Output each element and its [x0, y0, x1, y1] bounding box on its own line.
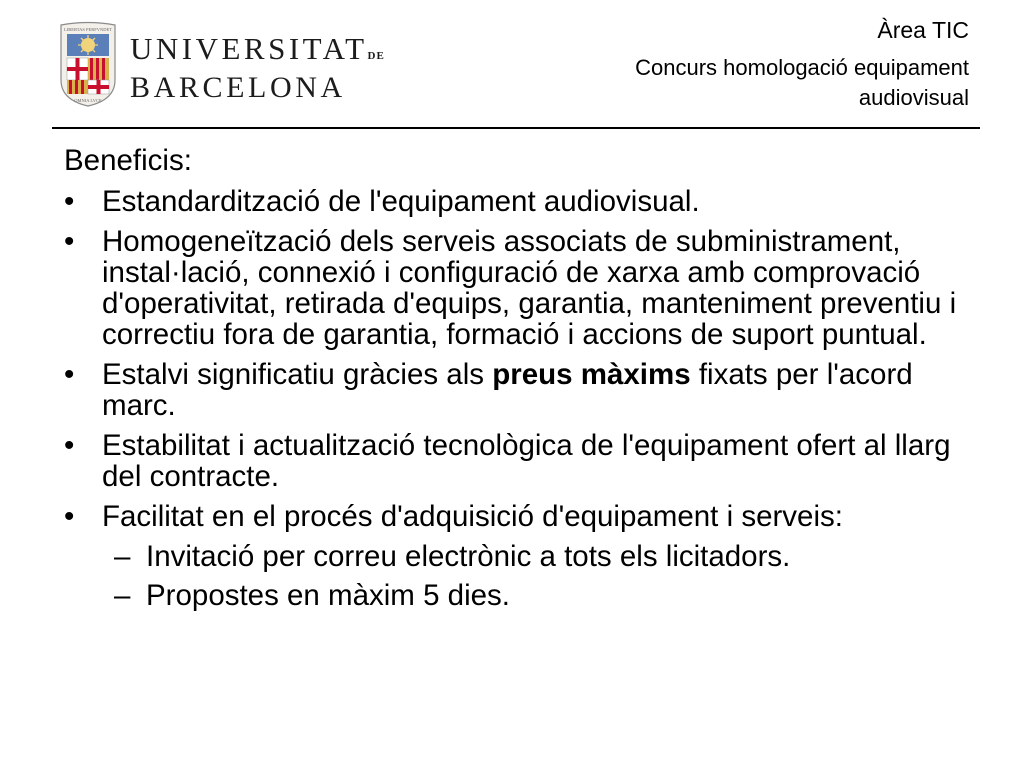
logo-line2: BARCELONA: [130, 71, 346, 104]
university-name: [130, 33, 385, 104]
sub-bullet-item: – Propostes en màxim 5 dies.: [64, 580, 984, 611]
slide-header: [635, 16, 969, 113]
svg-text:LIBERTAS PERFVNDET: LIBERTAS PERFVNDET: [64, 27, 112, 32]
area-title: Àrea TIC: [877, 17, 969, 43]
header-divider: [52, 127, 980, 129]
bullet-item: • Estabilitat i actualització tecnològica de l'equipament ofert al llarg del contracte.: [64, 430, 984, 492]
subtitle-line2: audiovisual: [858, 85, 969, 110]
subtitle-line1: Concurs homologació equipament: [635, 55, 969, 80]
sub-bullet-item: – Invitació per correu electrònic a tots els licitadors.: [64, 541, 984, 572]
bullet-text: Estalvi significatiu gràcies als: [102, 358, 493, 391]
university-seal-icon: [58, 20, 118, 108]
logo-universitat: UNIVERSITAT: [130, 31, 368, 66]
logo-line1: [130, 33, 385, 72]
bullet-text: fixats per l'acord marc.: [102, 358, 913, 422]
bullet-bold-text: preus màxims: [492, 358, 691, 391]
slide-body: [64, 145, 984, 619]
bullet-item: • Homogeneïtzació dels serveis associats de subministrament, instal·lació, connexió i configuració de xarxa amb comprovació d'operativitat, retirada d'equips, garantia, manteniment preventiu i correctiu fora de garantia, formació i accions de suport puntual.: [64, 226, 984, 350]
bullet-item: [64, 359, 984, 421]
logo-de: DE: [367, 50, 385, 62]
intro-text: Beneficis:: [64, 144, 192, 177]
svg-text:OMNIA LVCE: OMNIA LVCE: [74, 98, 102, 103]
bullet-item: • Facilitat en el procés d'adquisició d'equipament i serveis:: [64, 501, 984, 532]
bullet-item: • Estandardització de l'equipament audiovisual.: [64, 186, 984, 217]
university-logo: [58, 20, 385, 108]
